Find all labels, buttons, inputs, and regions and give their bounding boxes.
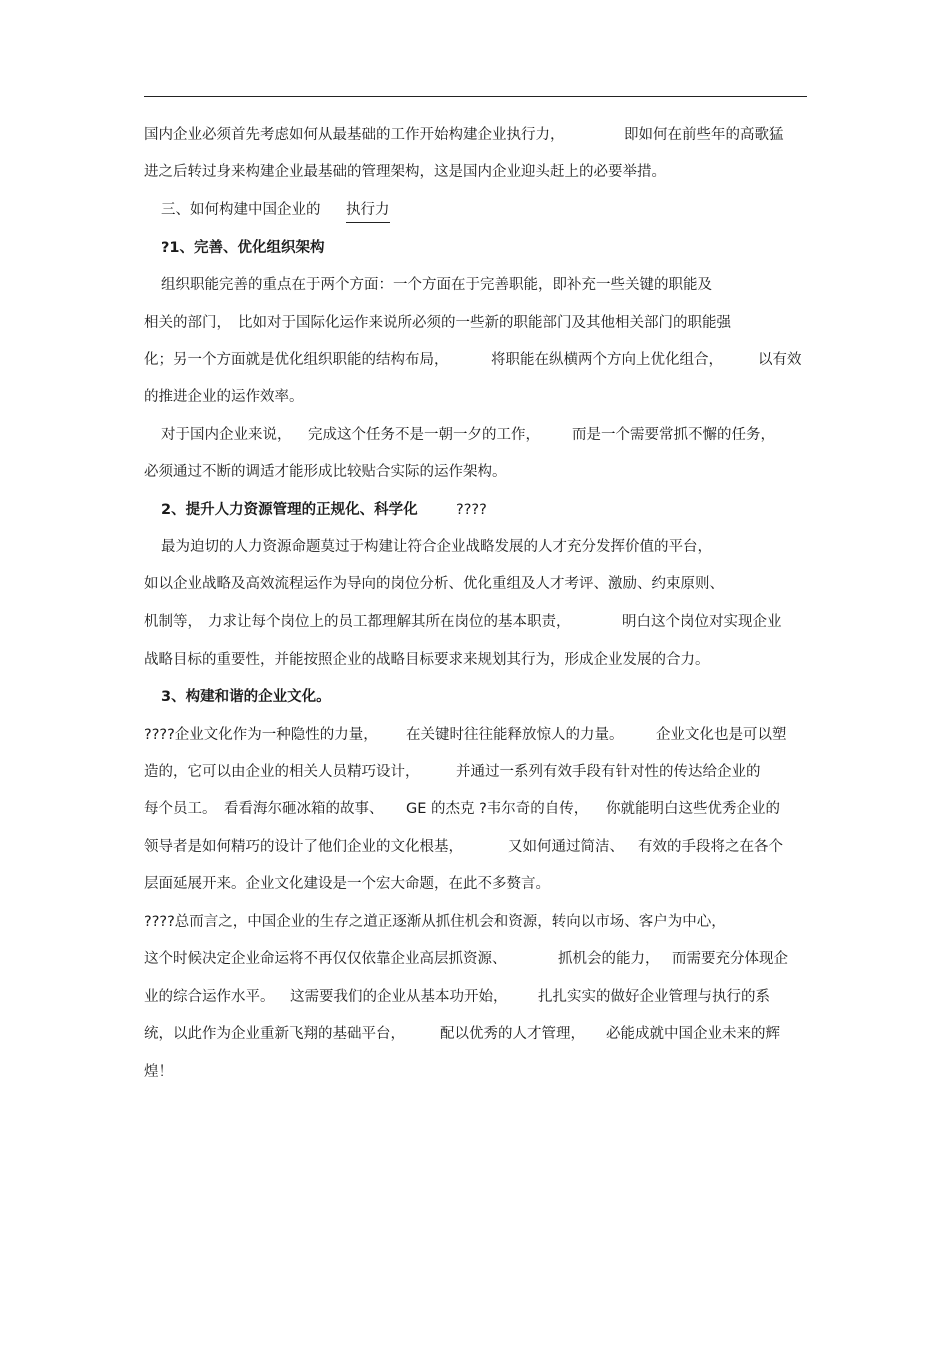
text-segment: 2、提升人力资源管理的正规化、科学化 — [161, 502, 418, 518]
text-segment: 层面延展开来。企业文化建设是一个宏大命题，在此不多赘言。 — [144, 876, 550, 892]
text-line — [144, 798, 807, 820]
text-segment: 化；另一个方面就是优化组织职能的结构布局， — [144, 352, 449, 368]
text-segment: 相关的部门， — [144, 315, 231, 331]
text-segment: 领导者是如何精巧的设计了他们企业的文化根基， — [144, 839, 463, 855]
text-line — [144, 911, 807, 933]
text-segment: 战略目标的重要性，并能按照企业的战略目标要求来规划其行为，形成企业发展的合力。 — [144, 652, 710, 668]
text-segment: 如以企业战略及高效流程运作为导向的岗位分析、优化重组及人才考评、激励、约束原则、 — [144, 576, 724, 592]
text-segment: 的推进企业的运作效率。 — [144, 389, 304, 405]
text-segment: 配以优秀的人才管理， — [440, 1026, 585, 1042]
text-segment: 有效的手段将之在各个 — [638, 839, 783, 855]
text-segment: 机制等， — [144, 614, 202, 630]
text-line — [144, 761, 807, 783]
text-segment: 力求让每个岗位上的员工都理解其所在岗位的基本职责， — [208, 614, 571, 630]
text-segment: ????企业文化作为一种隐性的力量， — [144, 727, 378, 743]
text-segment: 并通过一系列有效手段有针对性的传达给企业的 — [456, 764, 761, 780]
text-segment: 即如何在前些年的高歌猛 — [624, 127, 784, 143]
subsection-heading — [144, 499, 807, 521]
text-segment: 必须通过不断的调适才能形成比较贴合实际的运作架构。 — [144, 464, 507, 480]
text-line — [144, 948, 807, 970]
text-segment: 3、构建和谐的企业文化。 — [161, 689, 331, 705]
text-line — [144, 836, 807, 858]
text-segment: 又如何通过简洁、 — [508, 839, 624, 855]
text-segment: 三、如何构建中国企业的 — [161, 202, 321, 218]
text-line — [144, 649, 807, 671]
text-segment: 扎扎实实的做好企业管理与执行的系 — [538, 989, 770, 1005]
text-segment: 这需要我们的企业从基本功开始， — [290, 989, 508, 1005]
text-line — [144, 536, 807, 558]
text-segment: ?1、完善、优化组织架构 — [161, 240, 325, 256]
underlined-term: 执行力 — [346, 199, 390, 223]
text-line — [144, 1061, 807, 1083]
text-line — [144, 573, 807, 595]
text-segment: 必能成就中国企业未来的辉 — [606, 1026, 780, 1042]
text-line — [144, 424, 807, 446]
text-line — [144, 386, 807, 408]
text-segment: 组织职能完善的重点在于两个方面：一个方面在于完善职能，即补充一些关键的职能及 — [161, 277, 712, 293]
subsection-heading — [144, 686, 807, 708]
text-segment: 最为迫切的人力资源命题莫过于构建让符合企业战略发展的人才充分发挥价值的平台， — [161, 539, 712, 555]
text-line — [144, 161, 807, 183]
text-line — [144, 461, 807, 483]
text-segment: ???? — [456, 502, 487, 518]
text-segment: 比如对于国际化运作来说所必须的一些新的职能部门及其他相关部门的职能强 — [238, 315, 731, 331]
text-line — [144, 986, 807, 1008]
subsection-heading — [144, 237, 807, 259]
text-segment: 而是一个需要常抓不懈的任务， — [572, 427, 775, 443]
text-line — [144, 1023, 807, 1045]
text-line — [144, 724, 807, 746]
text-line — [144, 349, 807, 371]
text-segment: 造的，它可以由企业的相关人员精巧设计， — [144, 764, 420, 780]
text-segment: 国内企业必须首先考虑如何从最基础的工作开始构建企业执行力， — [144, 127, 565, 143]
text-segment: 你就能明白这些优秀企业的 — [606, 801, 780, 817]
text-segment: 这个时候决定企业命运将不再仅仅依靠企业高层抓资源、 — [144, 951, 507, 967]
text-line — [144, 274, 807, 296]
text-segment: 对于国内企业来说， — [161, 427, 292, 443]
text-segment: 在关键时往往能释放惊人的力量。 — [406, 727, 624, 743]
text-segment: 企业文化也是可以塑 — [656, 727, 787, 743]
text-segment: 业的综合运作水平。 — [144, 989, 275, 1005]
text-segment: 以有效 — [758, 352, 802, 368]
text-line — [144, 124, 807, 146]
text-segment: 明白这个岗位对实现企业 — [622, 614, 782, 630]
text-segment: 将职能在纵横两个方向上优化组合， — [491, 352, 723, 368]
text-segment: ????总而言之，中国企业的生存之道正逐渐从抓住机会和资源，转向以市场、客户为中心， — [144, 914, 726, 930]
text-segment: 统，以此作为企业重新飞翔的基础平台， — [144, 1026, 405, 1042]
text-segment: 每个员工。 — [144, 801, 217, 817]
text-line — [144, 873, 807, 895]
text-segment: GE 的杰克 ?韦尔奇的自传， — [406, 801, 589, 817]
text-segment: 煌！ — [144, 1064, 173, 1080]
text-segment: 而需要充分体现企 — [672, 951, 788, 967]
text-segment: 看看海尔砸冰箱的故事、 — [224, 801, 384, 817]
section-heading — [144, 199, 807, 221]
text-segment: 完成这个任务不是一朝一夕的工作， — [308, 427, 540, 443]
text-segment: 抓机会的能力， — [558, 951, 660, 967]
text-line — [144, 611, 807, 633]
header-rule — [144, 96, 807, 97]
text-segment: 进之后转过身来构建企业最基础的管理架构，这是国内企业迎头赶上的必要举措。 — [144, 164, 666, 180]
text-line — [144, 312, 807, 334]
